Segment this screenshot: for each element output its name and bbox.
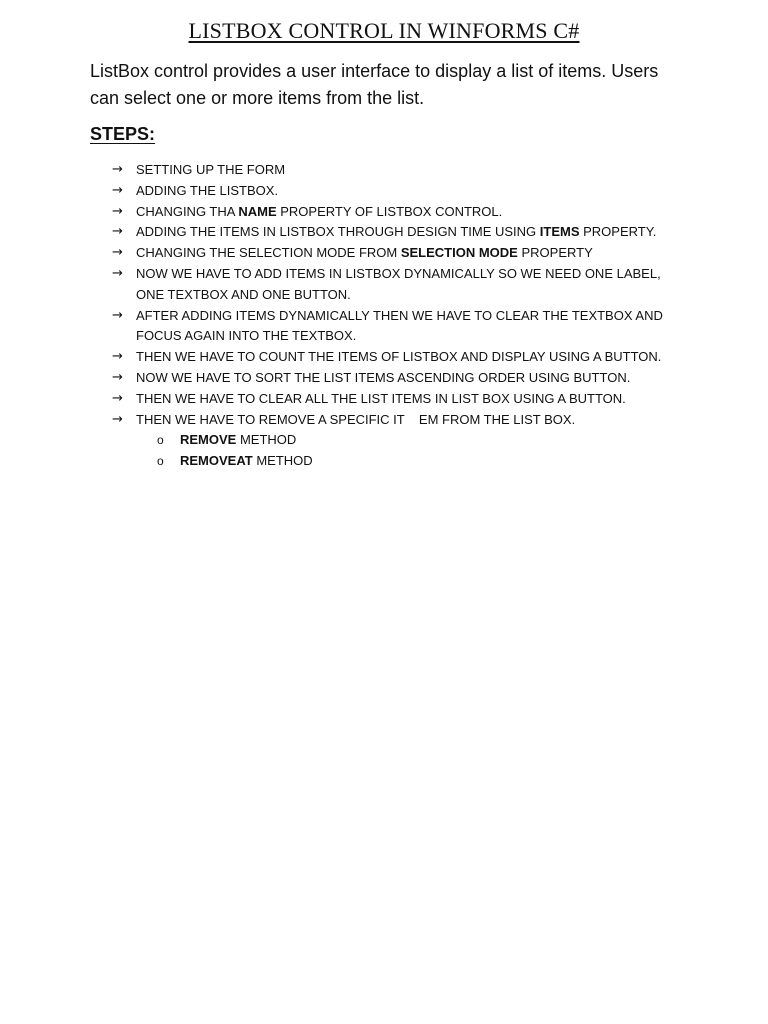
step-item — [112, 347, 692, 368]
step-item — [112, 222, 692, 243]
step-text: CHANGING THA NAME PROPERTY OF LISTBOX CONTROL. — [136, 203, 503, 219]
arrow-icon: → — [112, 411, 123, 427]
sub-list-container — [112, 430, 692, 472]
arrow-icon: → — [112, 224, 123, 240]
step-item — [112, 243, 692, 264]
step-item — [112, 202, 692, 223]
step-text: SETTING UP THE FORM — [136, 162, 286, 177]
step-text: ADDING THE ITEMS IN LISTBOX THROUGH DESIGN TIME USING ITEMS PROPERTY. — [136, 224, 657, 240]
step-text: THEN WE HAVE TO CLEAR ALL THE LIST ITEMS IN LIST BOX USING A BUTTON. — [136, 390, 626, 406]
step-item — [112, 181, 692, 202]
arrow-icon: → — [112, 307, 123, 323]
sub-item-text: REMOVE METHOD — [180, 432, 297, 448]
steps-heading: STEPS: — [90, 124, 156, 144]
sub-list-item — [157, 451, 692, 472]
sub-item-text: REMOVEAT METHOD — [180, 453, 313, 469]
document-title: LISTBOX CONTROL IN WINFORMS C# — [188, 18, 580, 43]
step-text: NOW WE HAVE TO SORT THE LIST ITEMS ASCENDING ORDER USING BUTTON. — [136, 369, 631, 385]
arrow-icon: → — [112, 203, 123, 219]
arrow-icon: → — [112, 245, 123, 261]
intro-paragraph: ListBox control provides a user interface to display a list of items. Users can select one or more items from the list. — [90, 61, 659, 108]
circle-bullet-icon: o — [157, 454, 164, 469]
step-item — [112, 264, 692, 306]
step-item — [112, 160, 692, 181]
step-text: THEN WE HAVE TO COUNT THE ITEMS OF LISTBOX AND DISPLAY USING A BUTTON. — [136, 349, 662, 365]
arrow-icon: → — [112, 349, 123, 365]
step-text: THEN WE HAVE TO REMOVE A SPECIFIC IT EM FROM THE LIST BOX. — [136, 411, 576, 427]
step-text: CHANGING THE SELECTION MODE FROM SELECTION MODE PROPERTY — [136, 245, 593, 261]
step-text: NOW WE HAVE TO ADD ITEMS IN LISTBOX DYNAMICALLY SO WE NEED ONE LABEL, ONE TEXTBOX AND ONE BUTTON. — [136, 265, 661, 302]
arrow-icon: → — [112, 369, 123, 385]
step-text: ADDING THE LISTBOX. — [136, 182, 279, 198]
step-item — [112, 306, 692, 348]
arrow-icon: → — [112, 162, 123, 177]
sub-list-item — [157, 430, 692, 451]
steps-list — [112, 160, 692, 472]
step-text: AFTER ADDING ITEMS DYNAMICALLY THEN WE HAVE TO CLEAR THE TEXTBOX AND FOCUS AGAIN INTO THE TEXTBOX. — [136, 307, 663, 344]
circle-bullet-icon: o — [157, 433, 164, 448]
arrow-icon: → — [112, 390, 123, 406]
arrow-icon: → — [112, 265, 123, 281]
step-item — [112, 368, 692, 389]
step-item — [112, 410, 692, 431]
method-sub-list — [112, 430, 692, 472]
arrow-icon: → — [112, 182, 123, 198]
step-item — [112, 389, 692, 410]
